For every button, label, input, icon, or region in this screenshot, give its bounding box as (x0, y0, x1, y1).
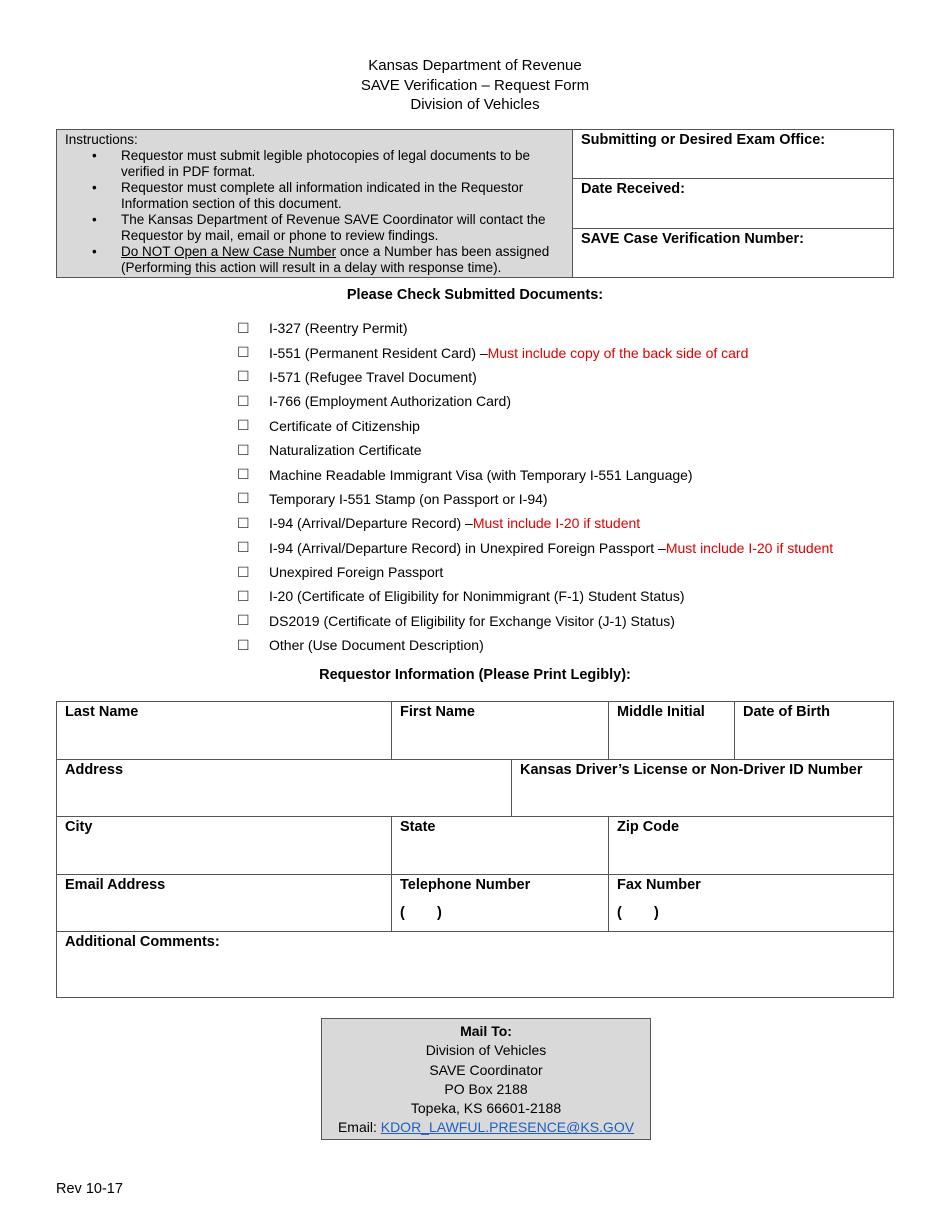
list-item (237, 487, 897, 511)
instructions-table (56, 129, 894, 278)
mail-to-box (321, 1018, 651, 1140)
form-title: SAVE Verification – Request Form (360, 76, 590, 94)
fax-label: Fax Number (617, 877, 701, 893)
mail-line: Division of Vehicles (425, 1042, 547, 1059)
list-item (237, 365, 897, 389)
fax-field[interactable] (609, 875, 893, 931)
office-fields (573, 130, 893, 277)
list-item (237, 609, 897, 633)
email-field[interactable] (57, 875, 392, 931)
checkbox[interactable]: ☐ (237, 539, 250, 556)
document-label: I-551 (Permanent Resident Card) – (269, 344, 488, 361)
date-received-field[interactable] (573, 179, 893, 228)
list-item (237, 633, 897, 657)
documents-checklist (237, 316, 897, 657)
checkbox[interactable]: ☐ (237, 636, 250, 653)
case-number-label: SAVE Case Verification Number: (581, 230, 804, 247)
revision-label: Rev 10-17 (56, 1181, 123, 1197)
instructions-list (65, 148, 564, 276)
checkbox[interactable]: ☐ (237, 587, 250, 604)
comments-field[interactable] (57, 932, 893, 997)
bullet: • (92, 180, 97, 195)
address-label: Address (65, 762, 124, 778)
instruction-text: Requestor must complete all information indicated in the Requestor Information section of this document. (121, 180, 524, 211)
mail-line: SAVE Coordinator (429, 1061, 543, 1078)
table-row (57, 760, 893, 817)
instruction-item (65, 180, 564, 212)
instructions-title: Instructions: (65, 132, 138, 147)
document-label: Naturalization Certificate (269, 442, 422, 459)
instruction-item (65, 148, 564, 180)
requestor-title: Requestor Information (Please Print Legibly): (319, 667, 631, 683)
document-label: DS2019 (Certificate of Eligibility for Exchange Visitor (J-1) Status) (269, 612, 675, 629)
list-item (237, 414, 897, 438)
table-row (57, 875, 893, 932)
list-item (237, 438, 897, 462)
document-label: Temporary I-551 Stamp (on Passport or I-94) (269, 490, 548, 507)
list-item (237, 584, 897, 608)
document-label: Certificate of Citizenship (269, 417, 420, 434)
bullet: • (92, 244, 97, 259)
checkbox[interactable]: ☐ (237, 368, 250, 385)
first-name-label: First Name (400, 704, 475, 720)
instruction-item (65, 244, 564, 276)
mail-email-line (322, 1118, 650, 1137)
date-of-birth-label: Date of Birth (743, 704, 830, 720)
checkbox[interactable]: ☐ (237, 490, 250, 507)
checkbox[interactable]: ☐ (237, 392, 250, 409)
checkbox[interactable]: ☐ (237, 612, 250, 629)
zip-code-label: Zip Code (617, 819, 680, 835)
table-row (57, 817, 893, 875)
document-note: Must include I-20 if student (472, 515, 641, 532)
email-link[interactable]: KDOR_LAWFUL.PRESENCE@KS.GOV (380, 1119, 635, 1136)
mail-to-title: Mail To: (460, 1023, 512, 1039)
document-label: I-327 (Reentry Permit) (269, 320, 408, 337)
city-field[interactable] (57, 817, 392, 874)
checkbox[interactable]: ☐ (237, 344, 250, 361)
middle-initial-label: Middle Initial (617, 704, 705, 720)
email-label: Email Address (65, 877, 166, 893)
list-item (237, 389, 897, 413)
checkbox[interactable]: ☐ (237, 563, 250, 580)
zip-code-field[interactable] (609, 817, 893, 874)
instruction-warning: Do NOT Open a New Case Number (121, 244, 337, 259)
instruction-item (65, 212, 564, 244)
document-label: Machine Readable Immigrant Visa (with Temporary I-551 Language) (269, 466, 693, 483)
document-label: Unexpired Foreign Passport (269, 564, 444, 581)
document-label: I-20 (Certificate of Eligibility for Nonimmigrant (F-1) Student Status) (269, 588, 685, 605)
exam-office-label: Submitting or Desired Exam Office: (581, 132, 826, 148)
requestor-table (56, 701, 894, 998)
document-note: Must include I-20 if student (665, 539, 834, 556)
table-row (57, 932, 893, 997)
address-field[interactable] (57, 760, 512, 816)
state-label: State (400, 819, 436, 835)
last-name-label: Last Name (65, 704, 139, 720)
checkbox[interactable]: ☐ (237, 319, 250, 336)
form-header (0, 56, 950, 115)
list-item (237, 340, 897, 364)
instruction-text: The Kansas Department of Revenue SAVE Coordinator will contact the Requestor by mail, email or phone to review findings. (121, 212, 546, 243)
area-code-parens: ( ) (400, 905, 442, 921)
document-label: I-94 (Arrival/Departure Record) – (269, 515, 473, 532)
checkbox[interactable]: ☐ (237, 417, 250, 434)
license-number-label: Kansas Driver’s License or Non-Driver ID Number (520, 762, 863, 778)
checkbox[interactable]: ☐ (237, 441, 250, 458)
email-prefix: Email: (337, 1119, 381, 1136)
comments-label: Additional Comments: (65, 934, 220, 950)
area-code-parens: ( ) (617, 905, 659, 921)
agency-name: Kansas Department of Revenue (368, 57, 582, 74)
state-field[interactable] (392, 817, 609, 874)
telephone-label: Telephone Number (400, 877, 531, 893)
mail-line: PO Box 2188 (444, 1080, 528, 1097)
document-note: Must include copy of the back side of card (487, 344, 749, 361)
bullet: • (92, 212, 97, 227)
mail-line: Topeka, KS 66601-2188 (410, 1100, 562, 1117)
list-item (237, 536, 897, 560)
documents-title: Please Check Submitted Documents: (346, 287, 604, 303)
date-of-birth-field[interactable] (735, 702, 893, 759)
first-name-field[interactable] (392, 702, 609, 759)
list-item (237, 316, 897, 340)
table-row (57, 702, 893, 760)
instructions-panel (57, 130, 573, 277)
list-item (237, 511, 897, 535)
list-item (237, 462, 897, 486)
license-number-field[interactable] (512, 760, 893, 816)
instruction-text: Requestor must submit legible photocopies of legal documents to be verified in PDF format. (121, 148, 530, 179)
city-label: City (65, 819, 93, 835)
instruction-text: once a Number has been assigned (Performing this action will result in a delay with response time). (121, 244, 550, 275)
division-name: Division of Vehicles (410, 96, 540, 113)
document-label: Other (Use Document Description) (269, 637, 484, 654)
document-label: I-571 (Refugee Travel Document) (269, 368, 477, 385)
bullet: • (92, 148, 97, 163)
list-item (237, 560, 897, 584)
document-label: I-94 (Arrival/Departure Record) in Unexpired Foreign Passport – (269, 539, 666, 556)
document-label: I-766 (Employment Authorization Card) (269, 393, 511, 410)
case-number-field[interactable] (573, 229, 893, 277)
last-name-field[interactable] (57, 702, 392, 759)
date-received-label: Date Received: (581, 181, 685, 198)
middle-initial-field[interactable] (609, 702, 735, 759)
exam-office-field[interactable] (573, 130, 893, 179)
telephone-field[interactable] (392, 875, 609, 931)
checkbox[interactable]: ☐ (237, 466, 250, 483)
checkbox[interactable]: ☐ (237, 514, 250, 531)
